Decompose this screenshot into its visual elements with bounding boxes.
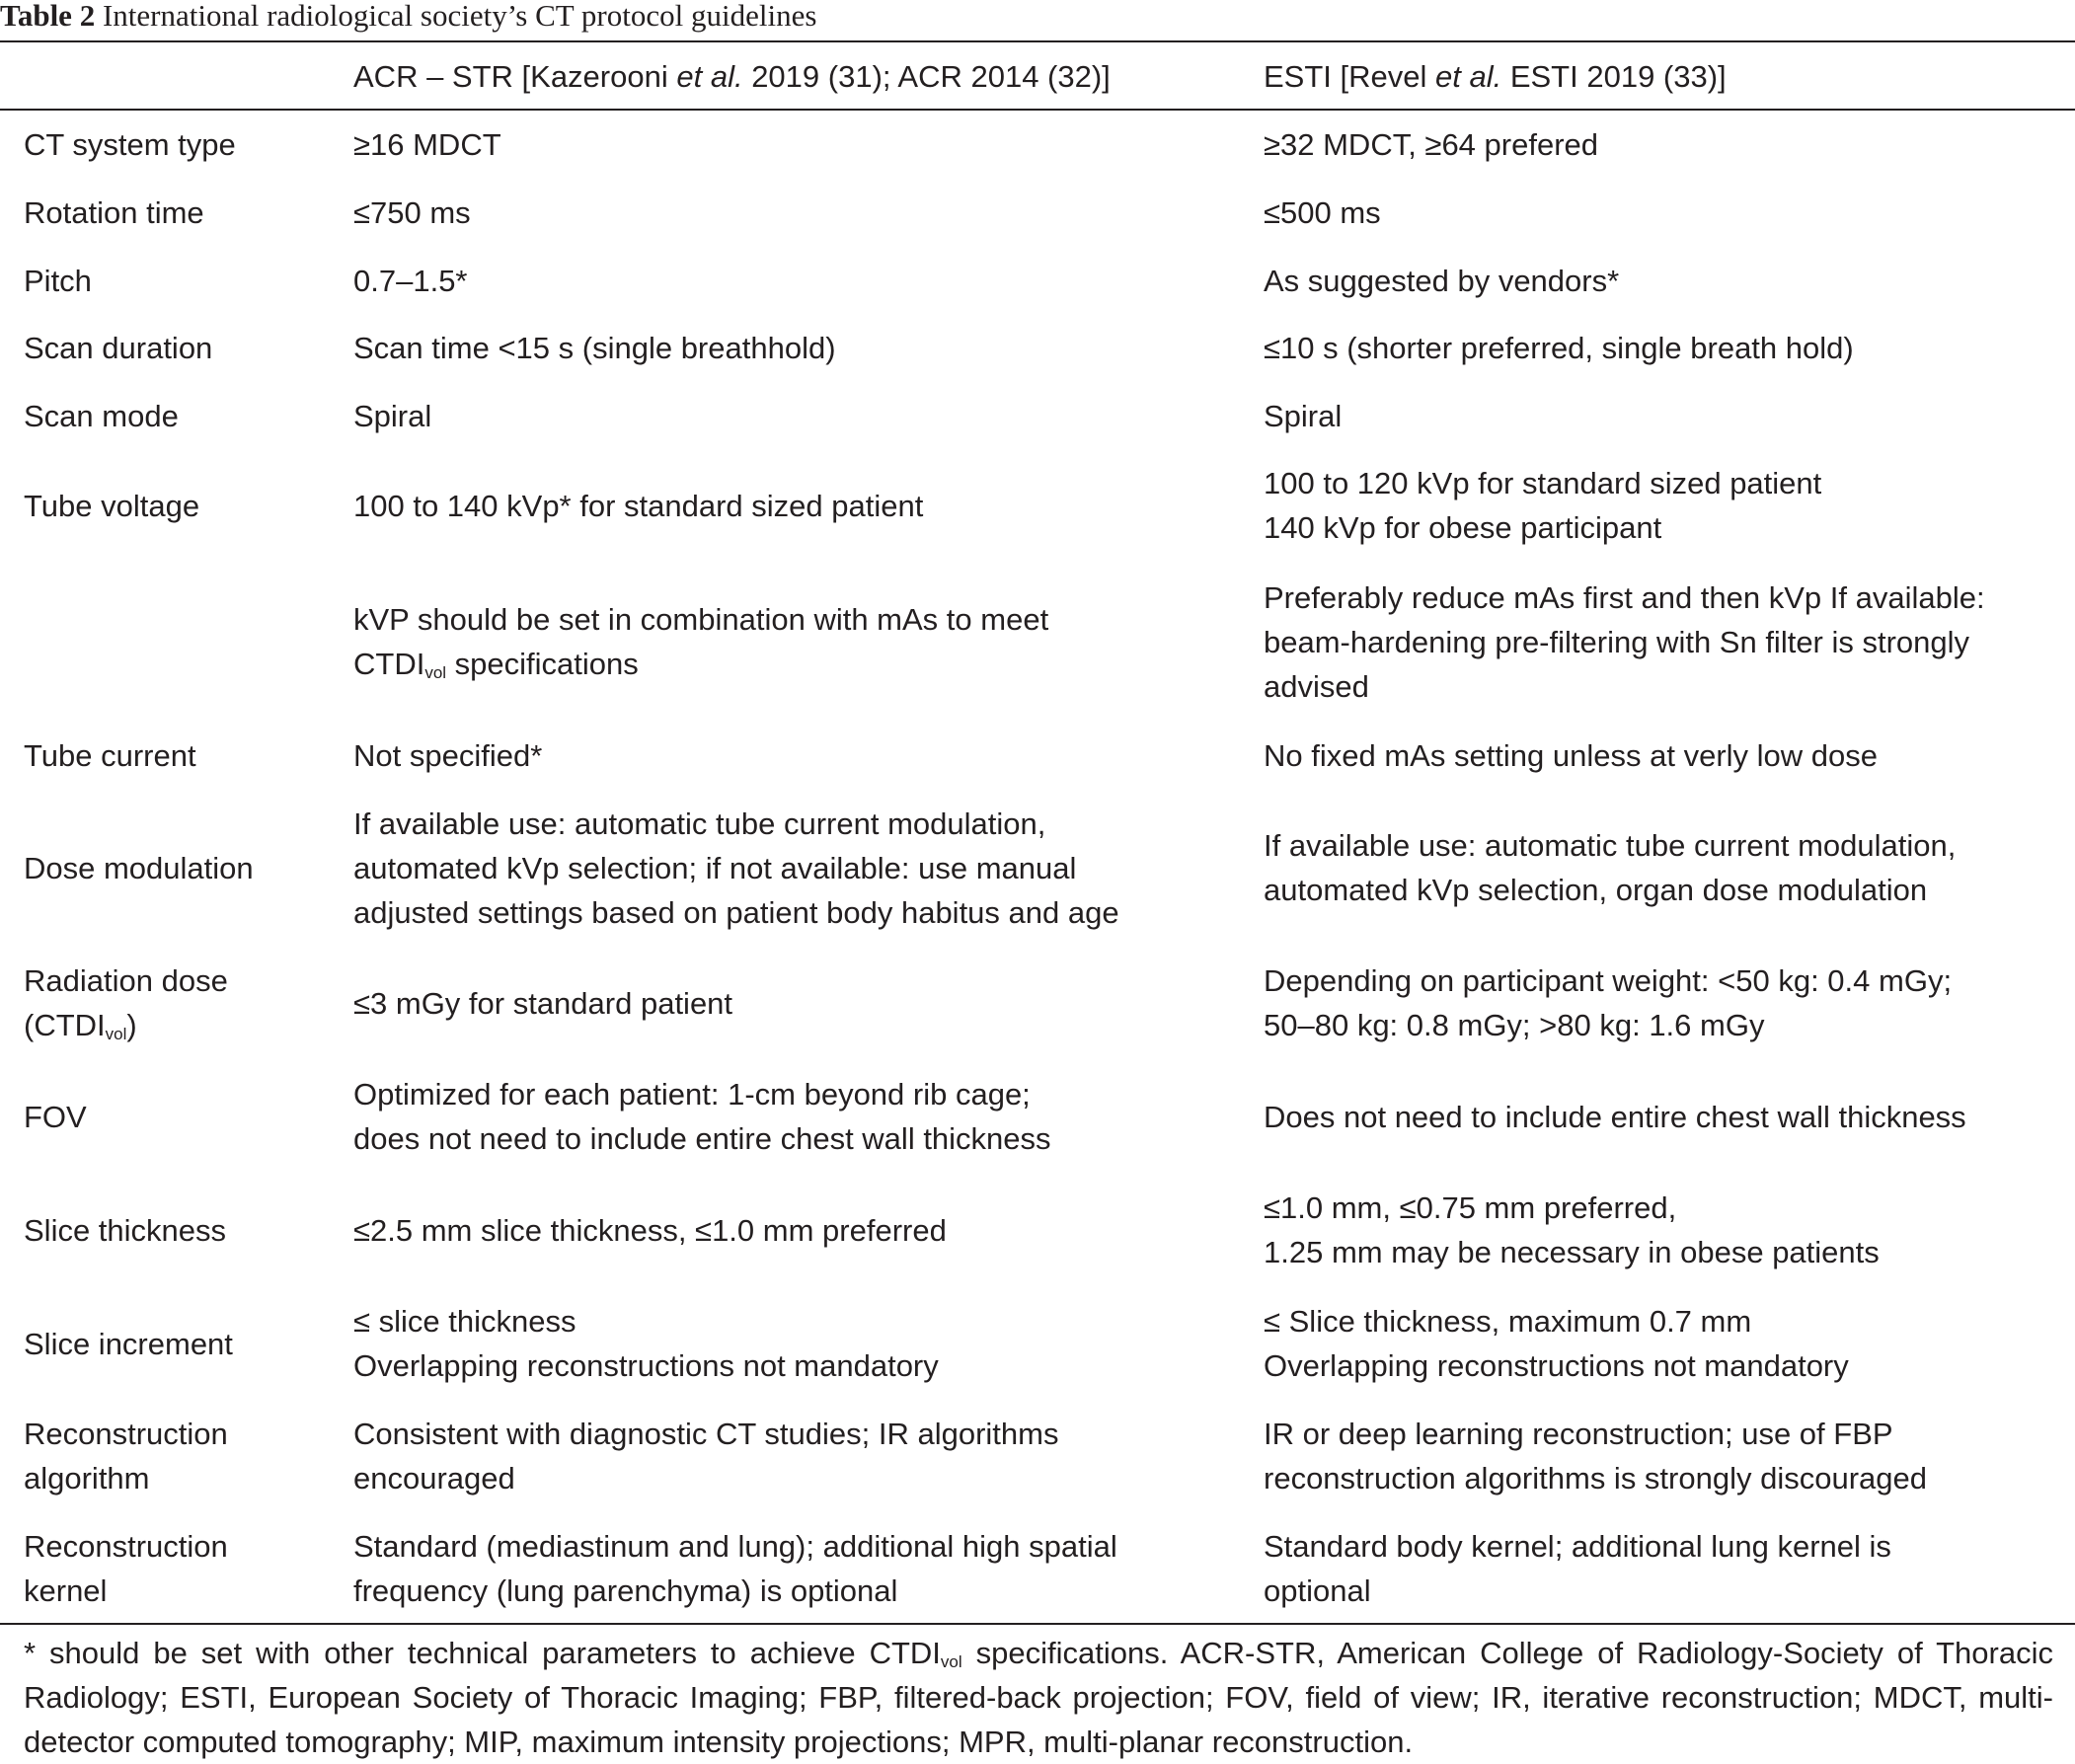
row-esti: No fixed mAs setting unless at verly low dose	[1264, 737, 1878, 773]
row-acr: Standard (mediastinum and lung); additional high spatial frequency (lung parenchyma) is optional	[353, 1529, 1117, 1608]
row-esti: IR or deep learning reconstruction; use of FBP reconstruction algorithms is strongly discouraged	[1264, 1417, 1927, 1496]
header-esti: ESTI [Revel et al. ESTI 2019 (33)]	[1264, 58, 1727, 94]
row-esti: 100 to 120 kVp for standard sized patient 140 kVp for obese participant	[1264, 466, 1822, 545]
row-esti: Depending on participant weight: <50 kg: 0.4 mGy; 50–80 kg: 0.8 mGy; >80 kg: 1.6 mGy	[1264, 963, 1953, 1042]
row-param: Tube current	[24, 737, 196, 773]
row-esti: Preferably reduce mAs first and then kVp If available: beam-hardening pre-filtering with Sn filter is strongly advised	[1264, 579, 1985, 704]
row-esti: If available use: automatic tube current modulation, automated kVp selection, organ dose modulation	[1264, 828, 1957, 907]
row-acr: ≤3 mGy for standard patient	[353, 985, 733, 1021]
row-esti: ≤500 ms	[1264, 194, 1381, 230]
row-acr: Spiral	[353, 398, 432, 433]
row-acr: 100 to 140 kVp* for standard sized patient	[353, 488, 924, 523]
row-esti: Spiral	[1264, 398, 1343, 433]
row-acr: ≤750 ms	[353, 194, 471, 230]
row-esti: Does not need to include entire chest wall thickness	[1264, 1099, 1966, 1134]
row-param: FOV	[24, 1099, 87, 1134]
row-acr: Not specified*	[353, 737, 543, 773]
row-param: Reconstruction kernel	[24, 1529, 228, 1608]
row-param	[24, 574, 340, 710]
row-acr: Scan time <15 s (single breathhold)	[353, 330, 836, 365]
row-esti: ≥32 MDCT, ≥64 prefered	[1264, 126, 1599, 162]
row-acr: kVP should be set in combination with mAs to meet $CTDI_{vol}$ specifications	[353, 602, 1049, 682]
table-footnote: * should be set with other technical parameters to achieve $CTDI_{vol}$ specifications. ACR-STR, American College of Radiology-Society of Thoracic Radiology; ESTI, European Society of Thoracic Imaging; FBP, filtered-back projection; FOV, field of view; IR, iterative reconstruction; MDCT, multi-detector computed tomography; MIP, maximum intensity projections; MPR, multi-planar reconstruction.	[24, 1636, 2053, 1759]
bottom-rule	[0, 1623, 2075, 1625]
row-esti: ≤1.0 mm, ≤0.75 mm preferred, 1.25 mm may be necessary in obese patients	[1264, 1190, 1880, 1269]
table-caption	[0, 0, 816, 38]
row-esti: ≤ Slice thickness, maximum 0.7 mm Overlapping reconstructions not mandatory	[1264, 1304, 1849, 1383]
row-esti: As suggested by vendors*	[1264, 263, 1620, 298]
row-param: Rotation time	[24, 194, 204, 230]
row-acr: If available use: automatic tube current modulation, automated kVp selection; if not available: use manual adjusted settings based on patient body habitus and age	[353, 805, 1119, 930]
row-param: Scan duration	[24, 330, 213, 365]
row-param: Reconstruction algorithm	[24, 1417, 228, 1496]
row-param: Tube voltage	[24, 488, 200, 523]
row-param: Radiation dose $(CTDI_{vol})$	[24, 963, 228, 1043]
row-acr: Optimized for each patient: 1-cm beyond rib cage; does not need to include entire chest wall thickness	[353, 1077, 1051, 1156]
row-param: Slice thickness	[24, 1212, 227, 1248]
table-label: Table 2	[0, 0, 96, 33]
row-acr: ≤2.5 mm slice thickness, ≤1.0 mm preferred	[353, 1212, 947, 1248]
row-esti: ≤10 s (shorter preferred, single breath hold)	[1264, 330, 1854, 365]
top-rule	[0, 40, 2075, 42]
row-acr: ≤ slice thickness Overlapping reconstructions not mandatory	[353, 1304, 939, 1383]
row-acr: ≥16 MDCT	[353, 126, 501, 162]
row-param: Slice increment	[24, 1326, 233, 1361]
row-param: Scan mode	[24, 398, 179, 433]
header-acr: ACR – STR [Kazerooni et al. 2019 (31); ACR 2014 (32)]	[353, 58, 1111, 94]
row-param: Dose modulation	[24, 850, 254, 885]
row-acr: Consistent with diagnostic CT studies; IR algorithms encouraged	[353, 1417, 1059, 1496]
header-rule	[0, 109, 2075, 111]
row-param: Pitch	[24, 263, 92, 298]
row-esti: Standard body kernel; additional lung kernel is optional	[1264, 1529, 1891, 1608]
row-acr: 0.7–1.5*	[353, 263, 468, 298]
row-param: CT system type	[24, 126, 236, 162]
table-title: International radiological society’s CT protocol guidelines	[102, 0, 817, 33]
